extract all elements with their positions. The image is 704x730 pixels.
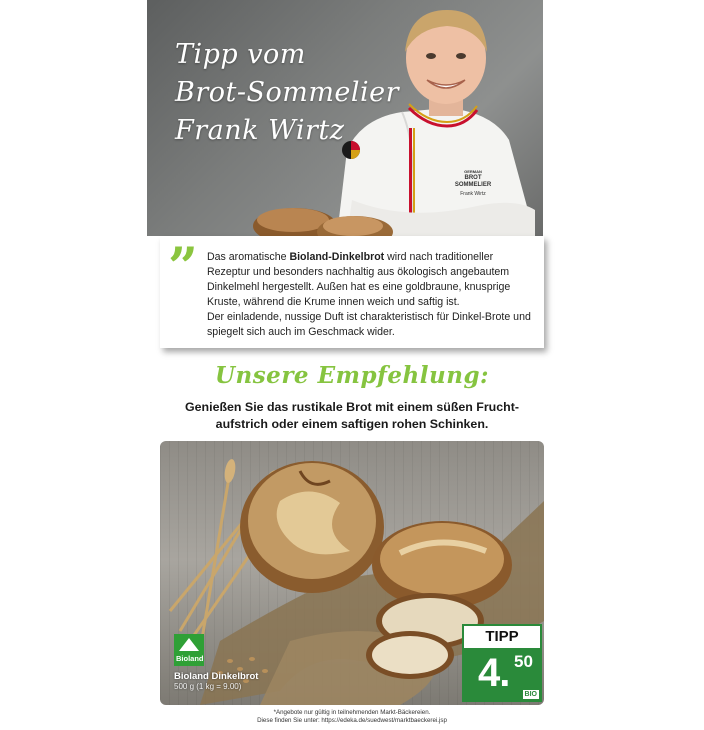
quote-text bbox=[207, 250, 537, 340]
product-weight: 500 g (1 kg = 9.00) bbox=[174, 682, 242, 691]
recommendation-heading: Unsere Empfehlung: bbox=[214, 362, 490, 389]
quote-product-name: Bioland-Dinkelbrot bbox=[289, 251, 385, 263]
bioland-logo-text: Bioland bbox=[176, 654, 204, 663]
price-panel bbox=[464, 648, 540, 700]
quote-body-2: Der einladende, nussige Duft ist charakteristisch für Dinkel-Brote und spiegelt sich auch im Geschmack wider. bbox=[207, 311, 531, 338]
hero-title-line-1: Tipp vom bbox=[175, 39, 306, 70]
quote-body: wird nach traditioneller Rezeptur und besonders nachhaltig aus ökologisch angebautem Dinkelmehl hergestellt. Außen hat es eine goldbraune, knusprige Kruste, während die Krume innen weich und saftig ist. bbox=[207, 251, 511, 308]
recommendation-line-1: Genießen Sie das rustikale Brot mit einem süßen Frucht- bbox=[185, 400, 519, 414]
bio-badge: BIO bbox=[524, 691, 537, 698]
footnote-line-1: *Angebote nur gültig in teilnehmenden Markt-Bäckereien. bbox=[273, 709, 431, 716]
bioland-mark-icon bbox=[179, 638, 199, 651]
hero-photo bbox=[147, 0, 543, 236]
price-euros: 4. bbox=[478, 651, 510, 695]
quote-mark-icon: ” bbox=[168, 237, 198, 298]
hero-title bbox=[175, 36, 399, 150]
product-name: Bioland Dinkelbrot bbox=[174, 671, 259, 682]
recommendation-text bbox=[0, 399, 704, 433]
footnote-line-2: Diese finden Sie unter: https://edeka.de/suedwest/marktbaeckerei.jsp bbox=[257, 717, 447, 724]
hero-title-line-2: Brot-Sommelier bbox=[175, 77, 400, 108]
bioland-logo bbox=[174, 634, 204, 666]
product-image bbox=[160, 441, 544, 705]
hero-title-line-3: Frank Wirtz bbox=[175, 115, 345, 146]
price-tag bbox=[462, 624, 542, 702]
jacket-badge: GERMAN BROT SOMMELIER Frank Wirtz bbox=[454, 169, 492, 197]
quote-intro: Das aromatische bbox=[207, 251, 290, 263]
quote-box bbox=[160, 236, 544, 348]
footnote bbox=[0, 709, 704, 725]
price-cents: 50 bbox=[514, 652, 533, 671]
price-label: TIPP bbox=[485, 628, 519, 645]
recommendation-line-2: aufstrich oder einem saftigen rohen Schinken. bbox=[215, 417, 489, 431]
